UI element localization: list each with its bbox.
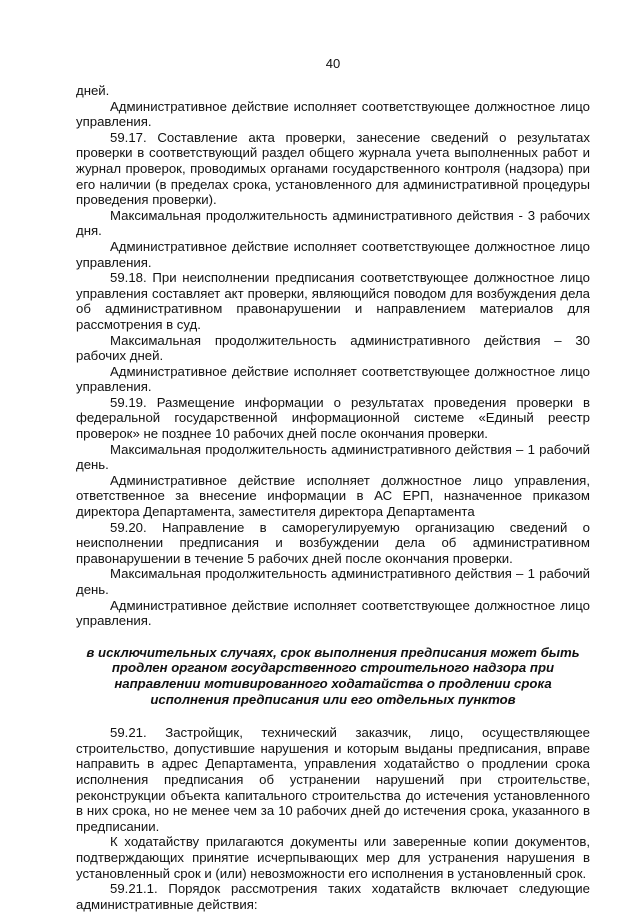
paragraph: К ходатайству прилагаются документы или заверенные копии документов, подтверждающих принятие исчерпывающих мер для устранения нарушения в установленный срок и (или) невозможности его исполнения в установленный срок. (76, 834, 590, 881)
paragraph: 59.21. Застройщик, технический заказчик, лицо, осуществляющее строительство, допустившие нарушения и которым выданы предписания, вправе направить в адрес Департамента, управления ходатайство о продлении срока исполнения предписания об устранении нарушений при строительстве, реконструкции объекта капитального строительства до истечения установленного в них срока, но не менее чем за 10 рабочих дней до истечения срока, указанного в предписании. (76, 725, 590, 834)
paragraph: 59.17. Составление акта проверки, занесение сведений о результатах проверки в соответствующий раздел общего журнала учета выполненных работ и журнал проверок, проводимых органами государственного контроля (надзора) при его наличии (в пределах срока, установленного для административной процедуры проведения проверки). (76, 129, 590, 208)
paragraph: Административное действие исполняет должностное лицо управления, ответственное за внесение информации в АС ЕРП, назначенное приказом директора Департамента, заместителя директора Департамента (76, 472, 590, 520)
paragraph: Максимальная продолжительность административного действия – 1 рабочий день. (76, 566, 590, 597)
paragraph: 59.19. Размещение информации о результатах проведения проверки в федеральной государственной информационной системе «Единый реестр проверок» не позднее 10 рабочих дней после окончания проверки. (76, 394, 590, 442)
paragraph: 59.18. При неисполнении предписания соответствующее должностное лицо управления составляет акт проверки, являющийся поводом для возбуждения дела об административном правонарушении и направлением материалов для рассмотрения в суд. (76, 270, 590, 332)
section-heading: в исключительных случаях, срок выполнения предписания может быть продлен органом государственного строительного надзора при направлении мотивированного ходатайства о продлении срока исполнения предписания или его отдельных пунктов (86, 644, 580, 707)
paragraph: Административное действие исполняет соответствующее должностное лицо управления. (76, 597, 590, 629)
paragraph: Административное действие исполняет соответствующее должностное лицо управления. (76, 238, 590, 270)
paragraph: Максимальная продолжительность административного действия – 1 рабочий день. (76, 441, 590, 473)
paragraph: Максимальная продолжительность административного действия - 3 рабочих дня. (76, 207, 590, 239)
paragraph: 59.20. Направление в саморегулируемую организацию сведений о неисполнении предписания и возбуждении дела об административном правонарушении в течение 5 рабочих дней после окончания проверки. (76, 519, 590, 566)
paragraph: Административное действие исполняет соответствующее должностное лицо управления. (76, 363, 590, 395)
paragraph: Максимальная продолжительность административного действия – 30 рабочих дней. (76, 332, 590, 364)
body-text-top (76, 83, 590, 629)
page-number: 40 (325, 56, 341, 71)
paragraph: 59.21.1. Порядок рассмотрения таких ходатайств включает следующие административные действия: (76, 881, 590, 912)
paragraph: дней. (76, 83, 110, 98)
paragraph: Административное действие исполняет соответствующее должностное лицо управления. (76, 98, 590, 130)
body-text-bottom (76, 725, 590, 912)
